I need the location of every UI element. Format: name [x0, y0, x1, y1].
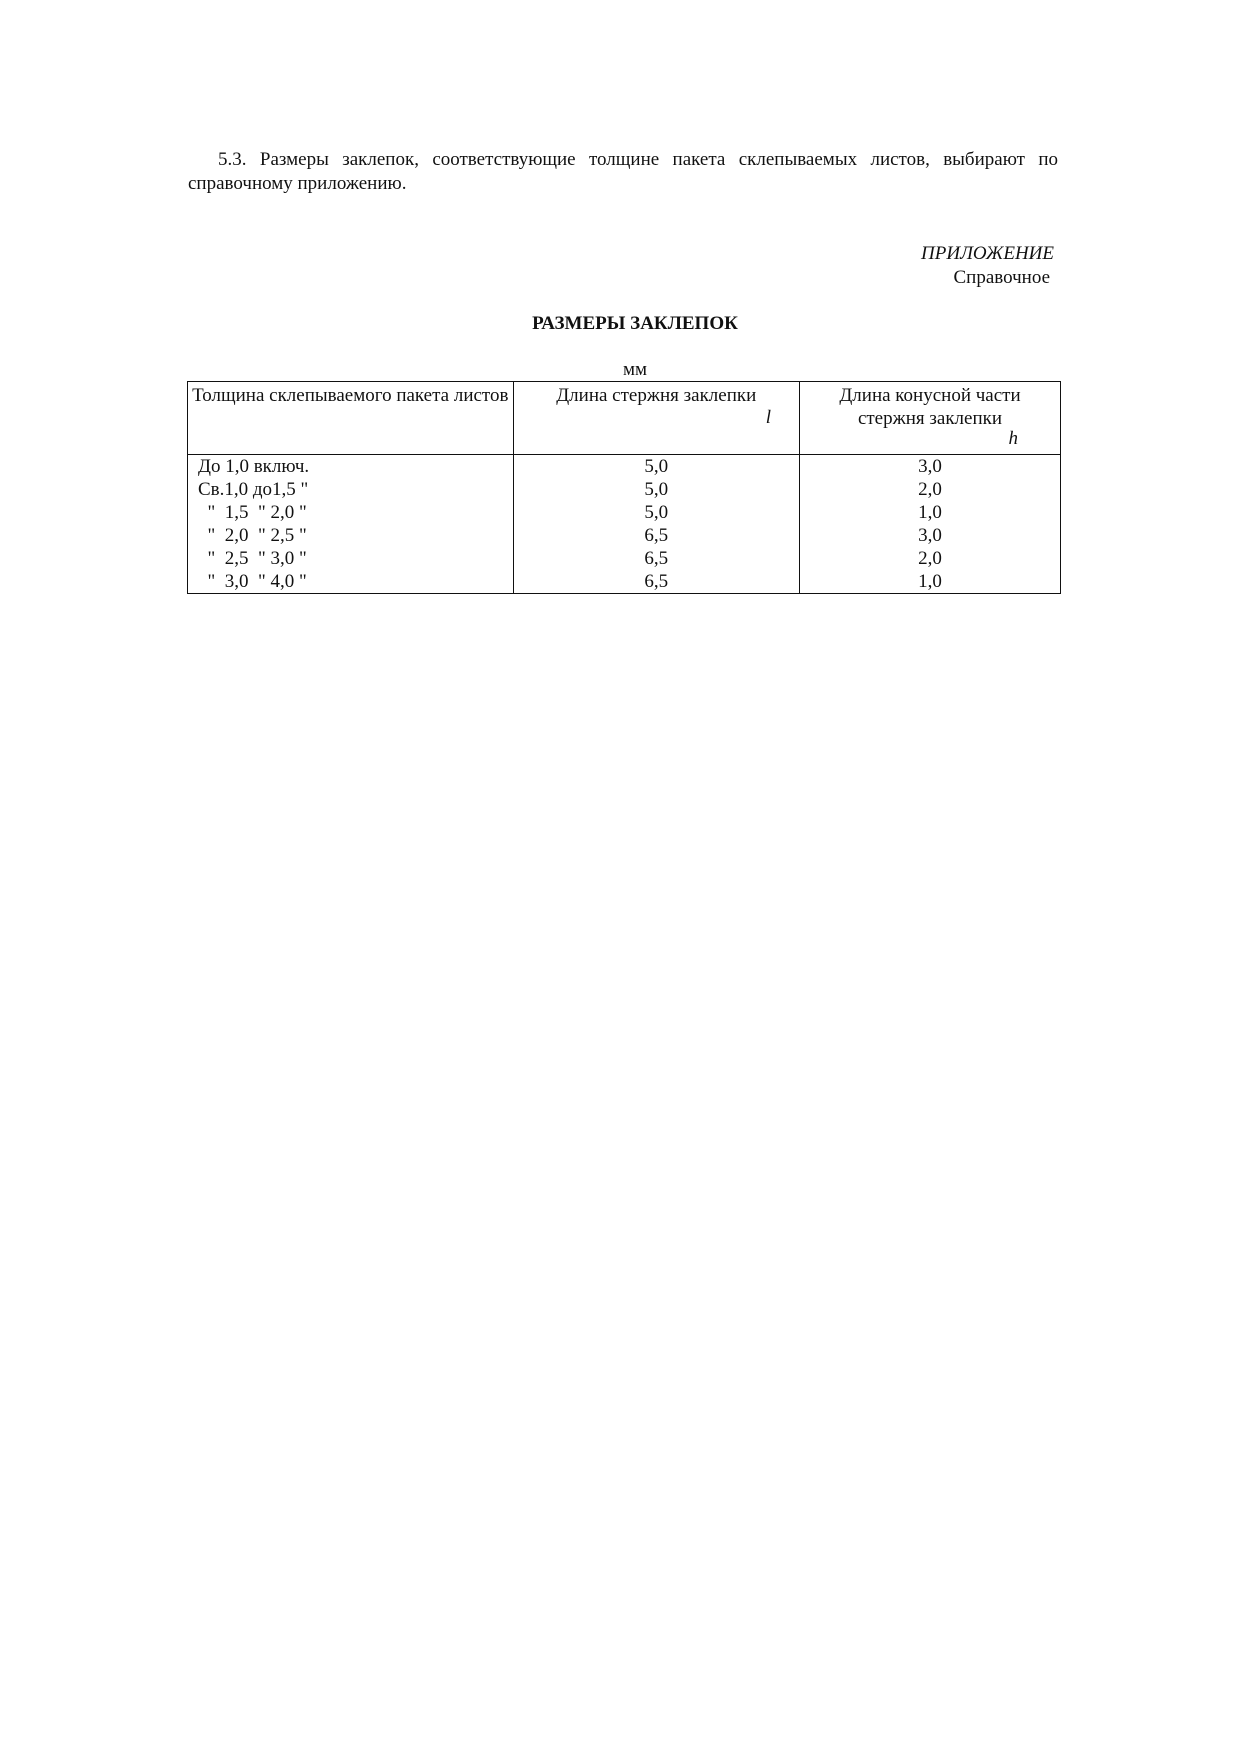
cell-length: 6,5	[513, 524, 799, 547]
table-header-row	[188, 382, 1061, 455]
header-cone-symbol: h	[1008, 428, 1018, 449]
section-paragraph: 5.3. Размеры заклепок, соответствующие толщине пакета склепываемых листов, выбирают по справочному приложению.	[188, 149, 1058, 194]
appendix-heading	[921, 242, 1054, 290]
header-thickness	[188, 382, 514, 455]
cell-thickness: Св.1,0 до1,5 "	[188, 478, 514, 501]
rivet-sizes-table	[187, 381, 1061, 594]
table-row	[188, 570, 1061, 594]
header-length-label: Длина стержня заклепки	[556, 385, 757, 406]
cell-thickness: " 2,0 " 2,5 "	[188, 524, 514, 547]
cell-cone: 3,0	[799, 455, 1060, 479]
cell-length: 6,5	[513, 570, 799, 594]
cell-thickness: До 1,0 включ.	[188, 455, 514, 479]
cell-length: 6,5	[513, 547, 799, 570]
header-thickness-label: Толщина склепываемого пакета листов	[192, 385, 509, 406]
table-row	[188, 524, 1061, 547]
table-row	[188, 455, 1061, 479]
table-row	[188, 547, 1061, 570]
unit-label: мм	[622, 359, 648, 380]
cell-cone: 2,0	[799, 478, 1060, 501]
table-row	[188, 478, 1061, 501]
cell-length: 5,0	[513, 501, 799, 524]
header-length	[513, 382, 799, 455]
appendix-kind: Справочное	[953, 267, 1050, 288]
table-title: РАЗМЕРЫ ЗАКЛЕПОК	[532, 313, 738, 334]
table-row	[188, 501, 1061, 524]
cell-length: 5,0	[513, 455, 799, 479]
header-length-symbol: l	[765, 407, 771, 428]
cell-thickness: " 3,0 " 4,0 "	[188, 570, 514, 594]
appendix-label: ПРИЛОЖЕНИЕ	[921, 243, 1054, 264]
cell-cone: 3,0	[799, 524, 1060, 547]
cell-thickness: " 2,5 " 3,0 "	[188, 547, 514, 570]
cell-cone: 2,0	[799, 547, 1060, 570]
header-cone-length	[799, 382, 1060, 455]
cell-cone: 1,0	[799, 501, 1060, 524]
cell-cone: 1,0	[799, 570, 1060, 594]
cell-length: 5,0	[513, 478, 799, 501]
cell-thickness: " 1,5 " 2,0 "	[188, 501, 514, 524]
header-cone-length-label: Длина конусной части стержня заклепки	[839, 385, 1021, 429]
